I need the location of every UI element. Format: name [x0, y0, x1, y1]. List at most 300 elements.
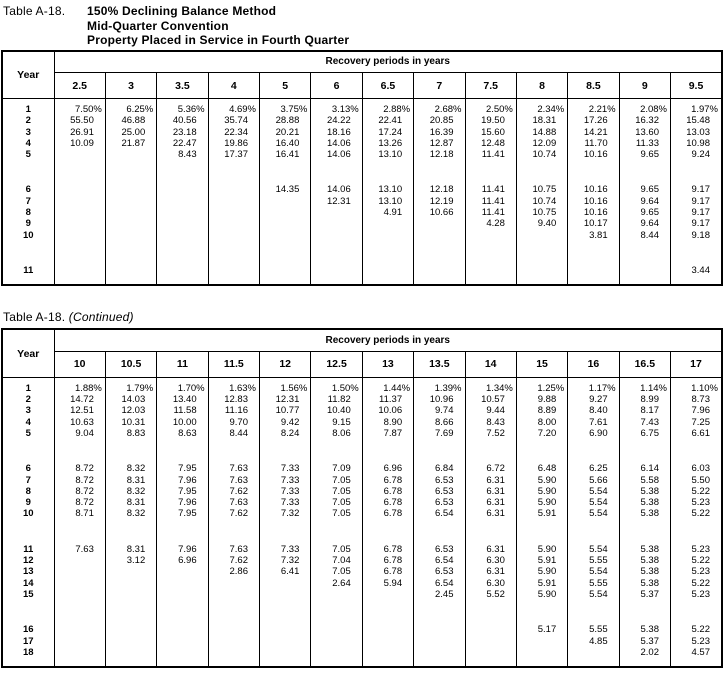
- rate-cell: 5.66: [568, 475, 619, 486]
- rate-cell: [157, 241, 208, 265]
- rate-cell: 7.63: [54, 544, 105, 555]
- rate-cell: [414, 230, 465, 241]
- rate-cell: [260, 207, 311, 218]
- rate-cell: 6.30: [465, 555, 516, 566]
- table-number-label: Table A-18.: [3, 4, 66, 18]
- rate-cell: 8.06: [311, 428, 362, 439]
- rate-cell: [362, 520, 413, 544]
- year-cell: 3: [2, 127, 54, 138]
- rate-cell: 16.32: [619, 115, 670, 126]
- rate-cell: 7.33: [260, 497, 311, 508]
- title-line-method: 150% Declining Balance Method: [87, 4, 277, 18]
- recovery-period-column-header: 3: [105, 73, 156, 99]
- rate-cell: 6.31: [465, 544, 516, 555]
- recovery-periods-header: Recovery periods in years: [54, 329, 722, 351]
- rate-cell: [414, 218, 465, 229]
- rate-cell: 13.10: [362, 149, 413, 160]
- rate-cell: 12.31: [260, 394, 311, 405]
- rate-cell: 8.00: [516, 417, 567, 428]
- rate-cell: [568, 600, 619, 624]
- rate-cell: 11.33: [619, 138, 670, 149]
- rate-cell: [157, 218, 208, 229]
- rate-cell: [157, 160, 208, 184]
- rate-cell: [105, 520, 156, 544]
- rate-cell: [54, 149, 105, 160]
- rate-cell: 18.16: [311, 127, 362, 138]
- recovery-period-column-header: 16.5: [619, 351, 670, 377]
- table-row: [2, 377, 722, 394]
- rate-cell: 2.34%: [516, 99, 567, 116]
- year-cell: 6: [2, 463, 54, 474]
- rate-cell: 2.21%: [568, 99, 619, 116]
- rate-cell: 6.75: [619, 428, 670, 439]
- rate-cell: 9.70: [208, 417, 259, 428]
- rate-cell: 5.23: [671, 636, 723, 647]
- rate-cell: 6.53: [414, 475, 465, 486]
- rate-cell: 3.44: [671, 265, 723, 285]
- rate-cell: 11.41: [465, 149, 516, 160]
- rate-cell: [311, 218, 362, 229]
- rate-cell: 18.31: [516, 115, 567, 126]
- year-cell: 1: [2, 99, 54, 116]
- rate-cell: 17.37: [208, 149, 259, 160]
- rate-cell: 6.41: [260, 566, 311, 577]
- rate-cell: 8.72: [54, 497, 105, 508]
- rate-cell: 2.86: [208, 566, 259, 577]
- header-row-periods: [2, 351, 722, 377]
- rate-cell: 10.74: [516, 196, 567, 207]
- rate-cell: 13.60: [619, 127, 670, 138]
- table-row: [2, 99, 722, 116]
- rate-cell: 5.91: [516, 508, 567, 519]
- rate-cell: [311, 230, 362, 241]
- rate-cell: 5.58: [619, 475, 670, 486]
- rate-cell: 6.78: [362, 566, 413, 577]
- rate-cell: 9.42: [260, 417, 311, 428]
- rate-cell: 13.10: [362, 184, 413, 195]
- rate-cell: 5.55: [568, 624, 619, 635]
- rate-cell: [414, 265, 465, 285]
- rate-cell: 22.47: [157, 138, 208, 149]
- rate-cell: 7.95: [157, 508, 208, 519]
- rate-cell: 8.44: [619, 230, 670, 241]
- rate-cell: 6.78: [362, 508, 413, 519]
- rate-cell: [105, 624, 156, 635]
- rate-cell: 7.33: [260, 463, 311, 474]
- rate-cell: [208, 160, 259, 184]
- spacer-row: [2, 241, 722, 265]
- recovery-period-column-header: 6.5: [362, 73, 413, 99]
- rate-cell: [54, 647, 105, 667]
- rate-cell: 1.44%: [362, 377, 413, 394]
- rate-cell: 1.88%: [54, 377, 105, 394]
- rate-cell: [414, 520, 465, 544]
- year-cell: 11: [2, 544, 54, 555]
- rate-cell: [516, 241, 567, 265]
- table-row: [2, 417, 722, 428]
- rate-cell: 6.78: [362, 555, 413, 566]
- rate-cell: 4.28: [465, 218, 516, 229]
- rate-cell: [105, 439, 156, 463]
- year-cell: 1: [2, 377, 54, 394]
- rate-cell: 23.18: [157, 127, 208, 138]
- rate-cell: [54, 207, 105, 218]
- rate-cell: 1.17%: [568, 377, 619, 394]
- rate-cell: [54, 555, 105, 566]
- rate-cell: [208, 230, 259, 241]
- rate-cell: [157, 578, 208, 589]
- rate-cell: [465, 265, 516, 285]
- rate-cell: 1.14%: [619, 377, 670, 394]
- rate-cell: 5.23: [671, 544, 723, 555]
- spacer-row: [2, 439, 722, 463]
- rate-cell: 5.38: [619, 508, 670, 519]
- rate-cell: 11.82: [311, 394, 362, 405]
- table-row: [2, 230, 722, 241]
- rate-cell: [157, 636, 208, 647]
- rate-cell: 1.50%: [311, 377, 362, 394]
- rate-cell: 9.17: [671, 184, 723, 195]
- rate-cell: [54, 578, 105, 589]
- rate-cell: [516, 520, 567, 544]
- rate-cell: 2.50%: [465, 99, 516, 116]
- rate-cell: 7.43: [619, 417, 670, 428]
- year-column-header: Year: [2, 329, 54, 377]
- rate-cell: 9.65: [619, 149, 670, 160]
- rate-cell: 8.32: [105, 486, 156, 497]
- rate-cell: [619, 520, 670, 544]
- rate-cell: 3.81: [568, 230, 619, 241]
- rate-cell: [260, 160, 311, 184]
- rate-cell: 7.33: [260, 475, 311, 486]
- title-line-quarter: Property Placed in Service in Fourth Quarter: [87, 33, 350, 47]
- header-row-span: [2, 51, 722, 73]
- rate-cell: 5.90: [516, 544, 567, 555]
- rate-cell: 10.16: [568, 149, 619, 160]
- rate-cell: [105, 265, 156, 285]
- rate-cell: 6.78: [362, 475, 413, 486]
- rate-cell: 7.63: [208, 475, 259, 486]
- rate-cell: [105, 578, 156, 589]
- rate-cell: 9.88: [516, 394, 567, 405]
- rate-cell: 7.09: [311, 463, 362, 474]
- rate-cell: 6.54: [414, 508, 465, 519]
- rate-cell: 6.90: [568, 428, 619, 439]
- rate-cell: 9.74: [414, 405, 465, 416]
- rate-cell: [54, 589, 105, 600]
- rate-cell: 8.72: [54, 463, 105, 474]
- rate-cell: [105, 600, 156, 624]
- rate-cell: [311, 439, 362, 463]
- rate-cell: [157, 520, 208, 544]
- rate-cell: 12.19: [414, 196, 465, 207]
- recovery-period-column-header: 10: [54, 351, 105, 377]
- recovery-period-column-header: 5: [260, 73, 311, 99]
- rate-cell: 1.79%: [105, 377, 156, 394]
- rate-cell: [311, 520, 362, 544]
- rate-cell: [260, 230, 311, 241]
- table-row: [2, 566, 722, 577]
- rate-cell: 10.74: [516, 149, 567, 160]
- rate-cell: 5.54: [568, 589, 619, 600]
- recovery-period-column-header: 16: [568, 351, 619, 377]
- rate-cell: 7.20: [516, 428, 567, 439]
- rate-cell: [516, 230, 567, 241]
- rate-cell: 6.96: [157, 555, 208, 566]
- rate-cell: [157, 600, 208, 624]
- rate-cell: [516, 636, 567, 647]
- rate-cell: 14.06: [311, 184, 362, 195]
- rate-cell: [260, 439, 311, 463]
- table-title-lines: [87, 4, 349, 48]
- rate-cell: [619, 600, 670, 624]
- rate-cell: 5.54: [568, 544, 619, 555]
- recovery-period-column-header: 8: [516, 73, 567, 99]
- rate-cell: [54, 160, 105, 184]
- rate-cell: 14.88: [516, 127, 567, 138]
- rate-cell: 5.23: [671, 589, 723, 600]
- rate-cell: [105, 149, 156, 160]
- rate-cell: 7.05: [311, 544, 362, 555]
- rate-cell: 6.54: [414, 578, 465, 589]
- rate-cell: 13.40: [157, 394, 208, 405]
- rate-cell: 5.22: [671, 578, 723, 589]
- table-row: [2, 486, 722, 497]
- recovery-period-column-header: 10.5: [105, 351, 156, 377]
- rate-cell: 6.84: [414, 463, 465, 474]
- rate-cell: 5.54: [568, 486, 619, 497]
- rate-cell: 5.37: [619, 636, 670, 647]
- rate-cell: [568, 241, 619, 265]
- rate-cell: 5.54: [568, 566, 619, 577]
- rate-cell: 7.33: [260, 544, 311, 555]
- rate-cell: 9.18: [671, 230, 723, 241]
- rate-cell: [208, 520, 259, 544]
- rate-cell: [362, 218, 413, 229]
- rate-cell: 2.68%: [414, 99, 465, 116]
- rate-cell: 9.04: [54, 428, 105, 439]
- rate-cell: 11.70: [568, 138, 619, 149]
- rate-cell: [157, 439, 208, 463]
- rate-cell: 11.41: [465, 196, 516, 207]
- rate-cell: [671, 439, 723, 463]
- rate-cell: 8.40: [568, 405, 619, 416]
- rate-cell: [465, 160, 516, 184]
- rate-cell: 5.54: [568, 508, 619, 519]
- year-cell: 2: [2, 115, 54, 126]
- rate-cell: [208, 624, 259, 635]
- rate-cell: 16.39: [414, 127, 465, 138]
- recovery-period-column-header: 13.5: [414, 351, 465, 377]
- rate-cell: 5.54: [568, 497, 619, 508]
- year-cell: 14: [2, 578, 54, 589]
- rate-cell: [208, 241, 259, 265]
- rate-cell: 7.52: [465, 428, 516, 439]
- rate-cell: 5.22: [671, 508, 723, 519]
- rate-cell: 9.17: [671, 207, 723, 218]
- year-cell: 6: [2, 184, 54, 195]
- recovery-period-column-header: 7.5: [465, 73, 516, 99]
- rate-cell: 5.91: [516, 578, 567, 589]
- rate-cell: 25.00: [105, 127, 156, 138]
- rate-cell: 12.48: [465, 138, 516, 149]
- year-cell: [2, 439, 54, 463]
- rate-cell: [362, 439, 413, 463]
- rate-cell: 7.62: [208, 508, 259, 519]
- rate-cell: 14.06: [311, 149, 362, 160]
- rate-cell: [465, 230, 516, 241]
- rate-cell: 10.31: [105, 417, 156, 428]
- rate-cell: [311, 207, 362, 218]
- rate-cell: 9.17: [671, 218, 723, 229]
- table-row: [2, 184, 722, 195]
- rate-cell: [208, 265, 259, 285]
- rate-cell: 10.06: [362, 405, 413, 416]
- recovery-period-column-header: 7: [414, 73, 465, 99]
- year-cell: 18: [2, 647, 54, 667]
- recovery-period-column-header: 17: [671, 351, 723, 377]
- rate-cell: [311, 160, 362, 184]
- rate-cell: 10.63: [54, 417, 105, 428]
- rate-cell: 7.05: [311, 508, 362, 519]
- rate-cell: 6.78: [362, 486, 413, 497]
- rate-cell: 22.41: [362, 115, 413, 126]
- rate-cell: 1.34%: [465, 377, 516, 394]
- rate-cell: 7.32: [260, 555, 311, 566]
- rate-cell: 8.32: [105, 463, 156, 474]
- rate-cell: [516, 160, 567, 184]
- rate-cell: 17.24: [362, 127, 413, 138]
- rate-cell: 6.72: [465, 463, 516, 474]
- rate-cell: 10.77: [260, 405, 311, 416]
- rate-cell: [54, 265, 105, 285]
- rate-cell: 16.41: [260, 149, 311, 160]
- rate-cell: 7.96: [157, 544, 208, 555]
- rate-cell: 14.72: [54, 394, 105, 405]
- rate-cell: [54, 439, 105, 463]
- table-continued-title: [3, 310, 724, 324]
- depreciation-table-first: [1, 50, 723, 287]
- rate-cell: 12.18: [414, 149, 465, 160]
- rate-cell: 6.31: [465, 497, 516, 508]
- rate-cell: 4.91: [362, 207, 413, 218]
- rate-cell: 6.31: [465, 566, 516, 577]
- table-row: [2, 428, 722, 439]
- rate-cell: 35.74: [208, 115, 259, 126]
- rate-cell: 9.15: [311, 417, 362, 428]
- rate-cell: [465, 624, 516, 635]
- rate-cell: [414, 160, 465, 184]
- rate-cell: [208, 636, 259, 647]
- rate-cell: 5.38: [619, 544, 670, 555]
- rate-cell: [54, 230, 105, 241]
- rate-cell: 9.44: [465, 405, 516, 416]
- year-cell: 12: [2, 555, 54, 566]
- table-row: [2, 647, 722, 667]
- rate-cell: 10.16: [568, 184, 619, 195]
- rate-cell: [516, 647, 567, 667]
- rate-cell: 12.09: [516, 138, 567, 149]
- rate-cell: 7.87: [362, 428, 413, 439]
- rate-cell: 9.17: [671, 196, 723, 207]
- rate-cell: [619, 160, 670, 184]
- rate-cell: [311, 241, 362, 265]
- rate-cell: [208, 647, 259, 667]
- rate-cell: [157, 566, 208, 577]
- rate-cell: 40.56: [157, 115, 208, 126]
- recovery-period-column-header: 2.5: [54, 73, 105, 99]
- rate-cell: 14.03: [105, 394, 156, 405]
- rate-cell: [414, 600, 465, 624]
- rate-cell: 1.63%: [208, 377, 259, 394]
- rate-cell: [260, 589, 311, 600]
- rate-cell: 8.66: [414, 417, 465, 428]
- rate-cell: [568, 265, 619, 285]
- rate-cell: [157, 647, 208, 667]
- rate-cell: [465, 600, 516, 624]
- rate-cell: [105, 636, 156, 647]
- rate-cell: 1.56%: [260, 377, 311, 394]
- rate-cell: 10.00: [157, 417, 208, 428]
- rate-cell: [54, 520, 105, 544]
- rate-cell: [54, 566, 105, 577]
- rate-cell: [54, 218, 105, 229]
- rate-cell: 1.97%: [671, 99, 723, 116]
- rate-cell: 7.95: [157, 463, 208, 474]
- rate-cell: 6.25: [568, 463, 619, 474]
- year-cell: 7: [2, 475, 54, 486]
- rate-cell: [105, 647, 156, 667]
- rate-cell: [105, 566, 156, 577]
- rate-cell: 7.50%: [54, 99, 105, 116]
- rate-cell: [671, 600, 723, 624]
- rate-cell: 20.21: [260, 127, 311, 138]
- rate-cell: [208, 578, 259, 589]
- rate-cell: [260, 265, 311, 285]
- spacer-row: [2, 520, 722, 544]
- rate-cell: [362, 600, 413, 624]
- rate-cell: 6.78: [362, 544, 413, 555]
- rate-cell: 10.16: [568, 196, 619, 207]
- recovery-period-column-header: 13: [362, 351, 413, 377]
- header-row-periods: [2, 73, 722, 99]
- rate-cell: [311, 647, 362, 667]
- rate-cell: 7.05: [311, 566, 362, 577]
- rate-cell: 8.31: [105, 497, 156, 508]
- rate-cell: [105, 230, 156, 241]
- rate-cell: 5.90: [516, 486, 567, 497]
- rate-cell: 7.63: [208, 544, 259, 555]
- rate-cell: [54, 184, 105, 195]
- rate-cell: 6.30: [465, 578, 516, 589]
- rate-cell: 5.23: [671, 566, 723, 577]
- rate-cell: [105, 184, 156, 195]
- rate-cell: [54, 600, 105, 624]
- rate-cell: 8.43: [465, 417, 516, 428]
- rate-cell: [568, 439, 619, 463]
- rate-cell: [208, 196, 259, 207]
- recovery-period-column-header: 6: [311, 73, 362, 99]
- rate-cell: 5.38: [619, 555, 670, 566]
- rate-cell: 12.31: [311, 196, 362, 207]
- rate-cell: [414, 439, 465, 463]
- rate-cell: 7.62: [208, 555, 259, 566]
- rate-cell: 2.88%: [362, 99, 413, 116]
- rate-cell: [465, 520, 516, 544]
- year-cell: 10: [2, 508, 54, 519]
- recovery-period-column-header: 12.5: [311, 351, 362, 377]
- spacer-row: [2, 160, 722, 184]
